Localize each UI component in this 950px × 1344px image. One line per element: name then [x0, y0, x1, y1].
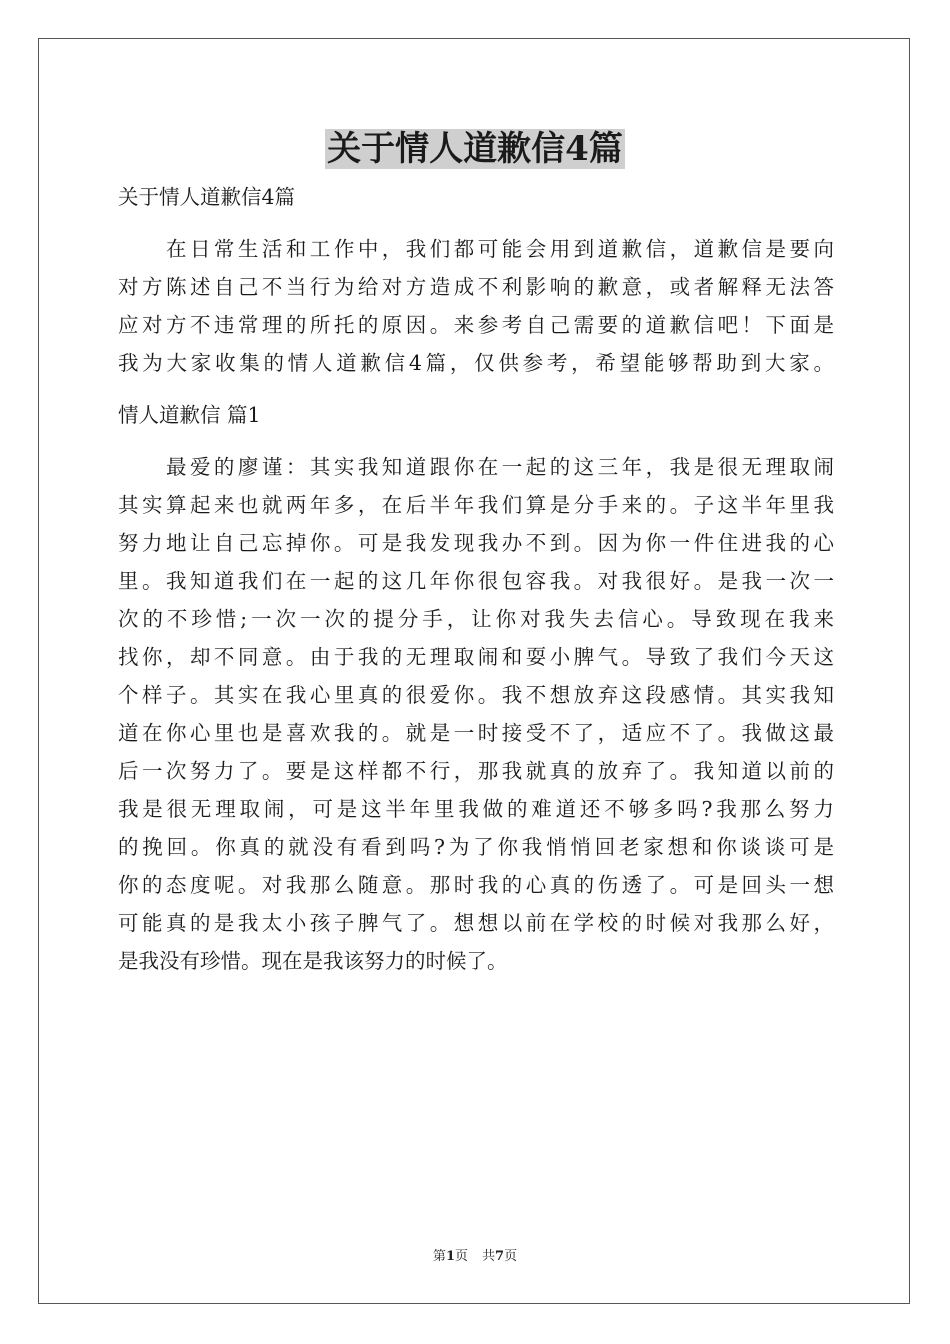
document-title — [0, 126, 950, 172]
text-line: 努力地让自己忘掉你。可是我发现我办不到。因为你一件住进我的心 — [118, 531, 834, 555]
text-line: 我是很无理取闹，可是这半年里我做的难道还不够多吗?我那么努力 — [118, 797, 834, 821]
text-line: 最爱的廖谨：其实我知道跟你在一起的这三年，我是很无理取闹 — [118, 455, 834, 479]
text-line: 你的态度呢。对我那么随意。那时我的心真的伤透了。可是回头一想 — [118, 873, 834, 897]
text-line: 后一次努力了。要是这样都不行，那我就真的放弃了。我知道以前的 — [118, 759, 834, 783]
text-line: 个样子。其实在我心里真的很爱你。我不想放弃这段感情。其实我知 — [118, 683, 834, 707]
text-line: 在日常生活和工作中，我们都可能会用到道歉信，道歉信是要向 — [118, 237, 834, 261]
page-prefix: 第 — [432, 1249, 446, 1264]
text-line: 次的不珍惜;一次一次的提分手，让你对我失去信心。导致现在我来 — [118, 607, 834, 631]
page-number: 1 — [445, 1249, 455, 1264]
intro-paragraph — [118, 230, 834, 382]
page-footer — [0, 1248, 950, 1266]
text-line: 应对方不违常理的所托的原因。来参考自己需要的道歉信吧！下面是 — [118, 313, 834, 337]
text-line: 的挽回。你真的就没有看到吗?为了你我悄悄回老家想和你谈谈可是 — [118, 835, 834, 859]
text-line: 其实算起来也就两年多，在后半年我们算是分手来的。子这半年里我 — [118, 493, 834, 517]
total-prefix: 共 — [482, 1249, 496, 1264]
letter-paragraph — [118, 448, 834, 980]
text-line: 可能真的是我太小孩子脾气了。想想以前在学校的时候对我那么好， — [118, 911, 834, 935]
document-title-text: 关于情人道歉信4篇 — [327, 129, 623, 169]
document-subtitle: 关于情人道歉信4篇 — [118, 185, 296, 209]
section-heading: 情人道歉信 篇1 — [118, 403, 261, 427]
text-line: 对方陈述自己不当行为给对方造成不利影响的歉意，或者解释无法答 — [118, 275, 834, 299]
page-suffix: 页 — [454, 1249, 468, 1264]
total-pages: 7 — [495, 1249, 505, 1264]
text-line: 道在你心里也是喜欢我的。就是一时接受不了，适应不了。我做这最 — [118, 721, 834, 745]
text-line: 是我没有珍惜。现在是我该努力的时候了。 — [118, 949, 508, 973]
text-line: 我为大家收集的情人道歉信4篇，仅供参考，希望能够帮助到大家。 — [118, 351, 834, 375]
text-line: 找你，却不同意。由于我的无理取闹和耍小脾气。导致了我们今天这 — [118, 645, 834, 669]
document-body — [118, 178, 834, 980]
text-line: 里。我知道我们在一起的这几年你很包容我。对我很好。是我一次一 — [118, 569, 834, 593]
total-suffix: 页 — [504, 1249, 518, 1264]
